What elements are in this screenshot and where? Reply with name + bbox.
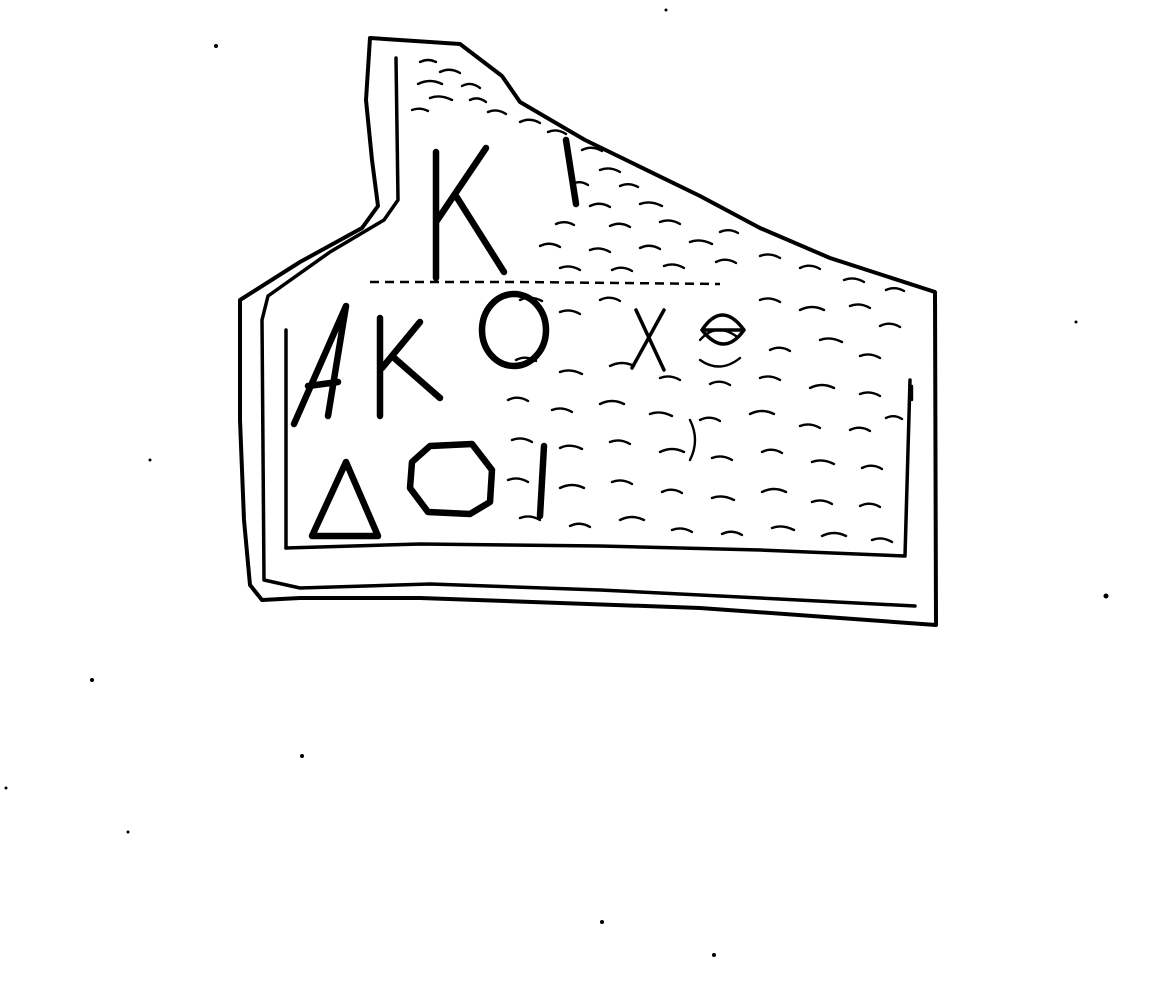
- letter-O-line2: [482, 294, 546, 366]
- letter-K-line2: [380, 318, 440, 416]
- break-line: [370, 282, 720, 284]
- scan-specks: [5, 9, 1109, 958]
- inscription-line-3: [312, 444, 544, 536]
- letter-K-line1: [436, 148, 504, 278]
- letter-O-line3: [410, 444, 492, 514]
- letter-Delta-line3: [312, 462, 378, 536]
- letter-I-line3: [540, 446, 544, 516]
- letter-I-line1: [566, 140, 576, 204]
- damaged-letter-line2: [702, 315, 744, 344]
- weathered-surface-lower: [508, 298, 912, 542]
- letter-X-line2: [632, 310, 664, 370]
- letter-A-line2: [294, 306, 346, 424]
- inscription-line-1: [436, 140, 576, 278]
